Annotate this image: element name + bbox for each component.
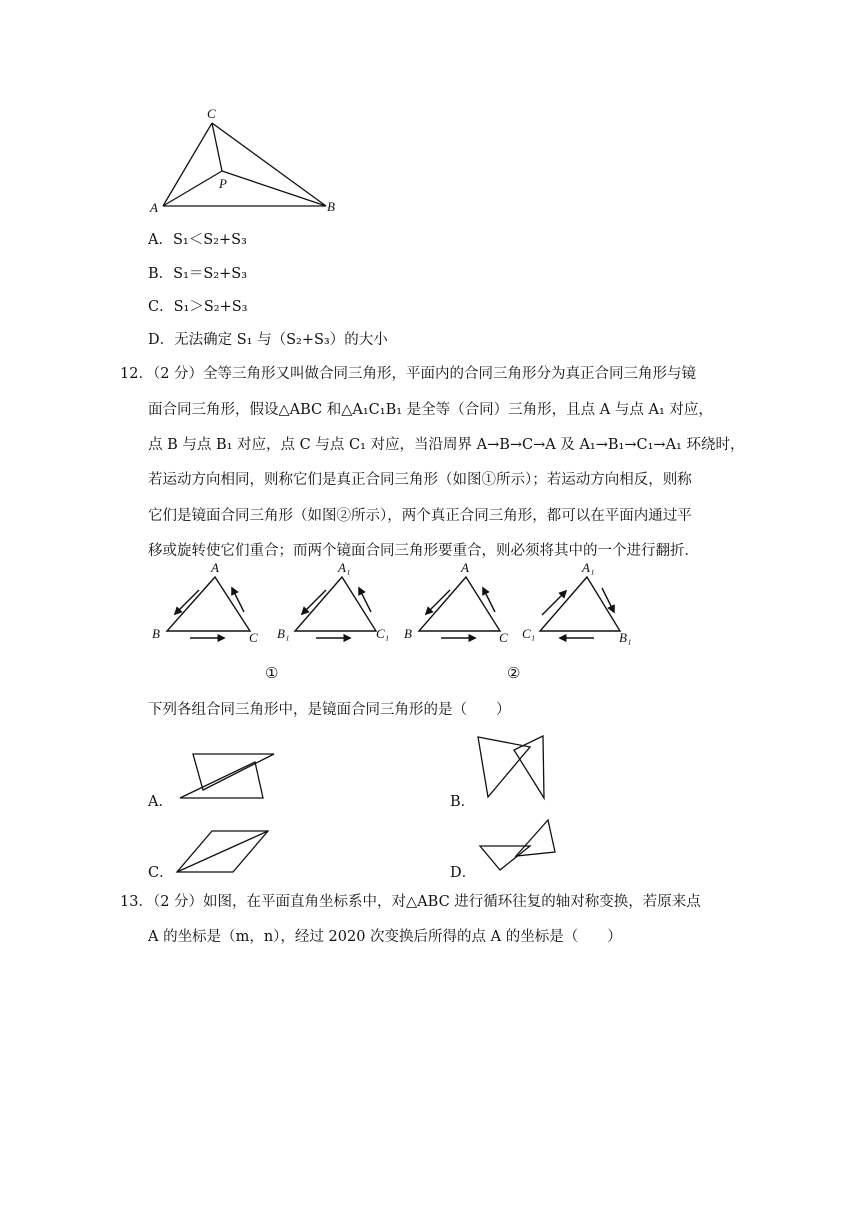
q13-line-1: 13．（2 分）如图，在平面直角坐标系中，对△ABC 进行循环往复的轴对称变换，若原来点 (120, 894, 701, 910)
q12-option-b: B． (450, 794, 476, 810)
q13-line-2: A 的坐标是（m，n），经过 2020 次变换后所得的点 A 的坐标是（ ） (148, 929, 622, 945)
q11-label-p: P (219, 176, 227, 191)
t4-label-b1: B₁ (619, 630, 632, 645)
t2-label-b1: B₁ (277, 626, 290, 641)
figure-1-marker: ① (265, 664, 279, 682)
t4-label-c1: C₁ (522, 626, 536, 641)
q12-line-6: 移或旋转使它们重合；而两个镜面合同三角形要重合，则必须将其中的一个进行翻折． (148, 543, 699, 559)
q11-label-a: A (150, 200, 158, 215)
q12-option-c: C． (148, 865, 174, 881)
q11-option-b: B．S₁＝S₂+S₃ (148, 266, 248, 282)
q12-line-2: 面合同三角形，假设△ABC 和△A₁C₁B₁ 是全等（合同）三角形，且点 A 与点 A₁ 对应， (148, 402, 713, 418)
q12-line-1: 12．（2 分）全等三角形又叫做合同三角形，平面内的合同三角形分为真正合同三角形与镜 (120, 366, 697, 382)
t4-label-a1: A₁ (582, 560, 595, 575)
t2-label-c1: C₁ (376, 626, 390, 641)
figure-2-marker: ② (507, 664, 521, 682)
q11-label-c: C (207, 106, 216, 121)
t1-label-c: C (249, 630, 258, 645)
q12-line-3: 点 B 与点 B₁ 对应，点 C 与点 C₁ 对应，当沿周界 A→B→C→A 及 A₁→B₁→C₁→A₁ 环绕时， (148, 437, 745, 453)
t3-label-a: A (461, 560, 469, 575)
q12-line-5: 它们是镜面合同三角形（如图②所示），两个真正合同三角形，都可以在平面内通过平 (148, 508, 692, 524)
t3-label-c: C (499, 630, 508, 645)
q12-question: 下列各组合同三角形中，是镜面合同三角形的是（ ） (148, 702, 511, 718)
q12-line-4: 若运动方向相同，则称它们是真正合同三角形（如图①所示）；若运动方向相反，则称 (148, 472, 692, 488)
q11-option-c: C．S₁＞S₂+S₃ (148, 299, 248, 315)
q11-option-a: A．S₁＜S₂+S₃ (148, 232, 247, 248)
option-d-triangle-2 (516, 820, 555, 856)
t3-label-b: B (404, 626, 412, 641)
q12-option-a: A． (148, 794, 173, 810)
q11-label-b: B (327, 199, 335, 214)
option-c-diagonal (177, 831, 268, 872)
t1-label-a: A (211, 560, 219, 575)
q12-option-d: D． (450, 865, 477, 881)
q11-option-d: D．无法确定 S₁ 与（S₂+S₃）的大小 (148, 332, 388, 348)
t2-label-a1: A₁ (338, 560, 351, 575)
t1-label-b: B (152, 626, 160, 641)
